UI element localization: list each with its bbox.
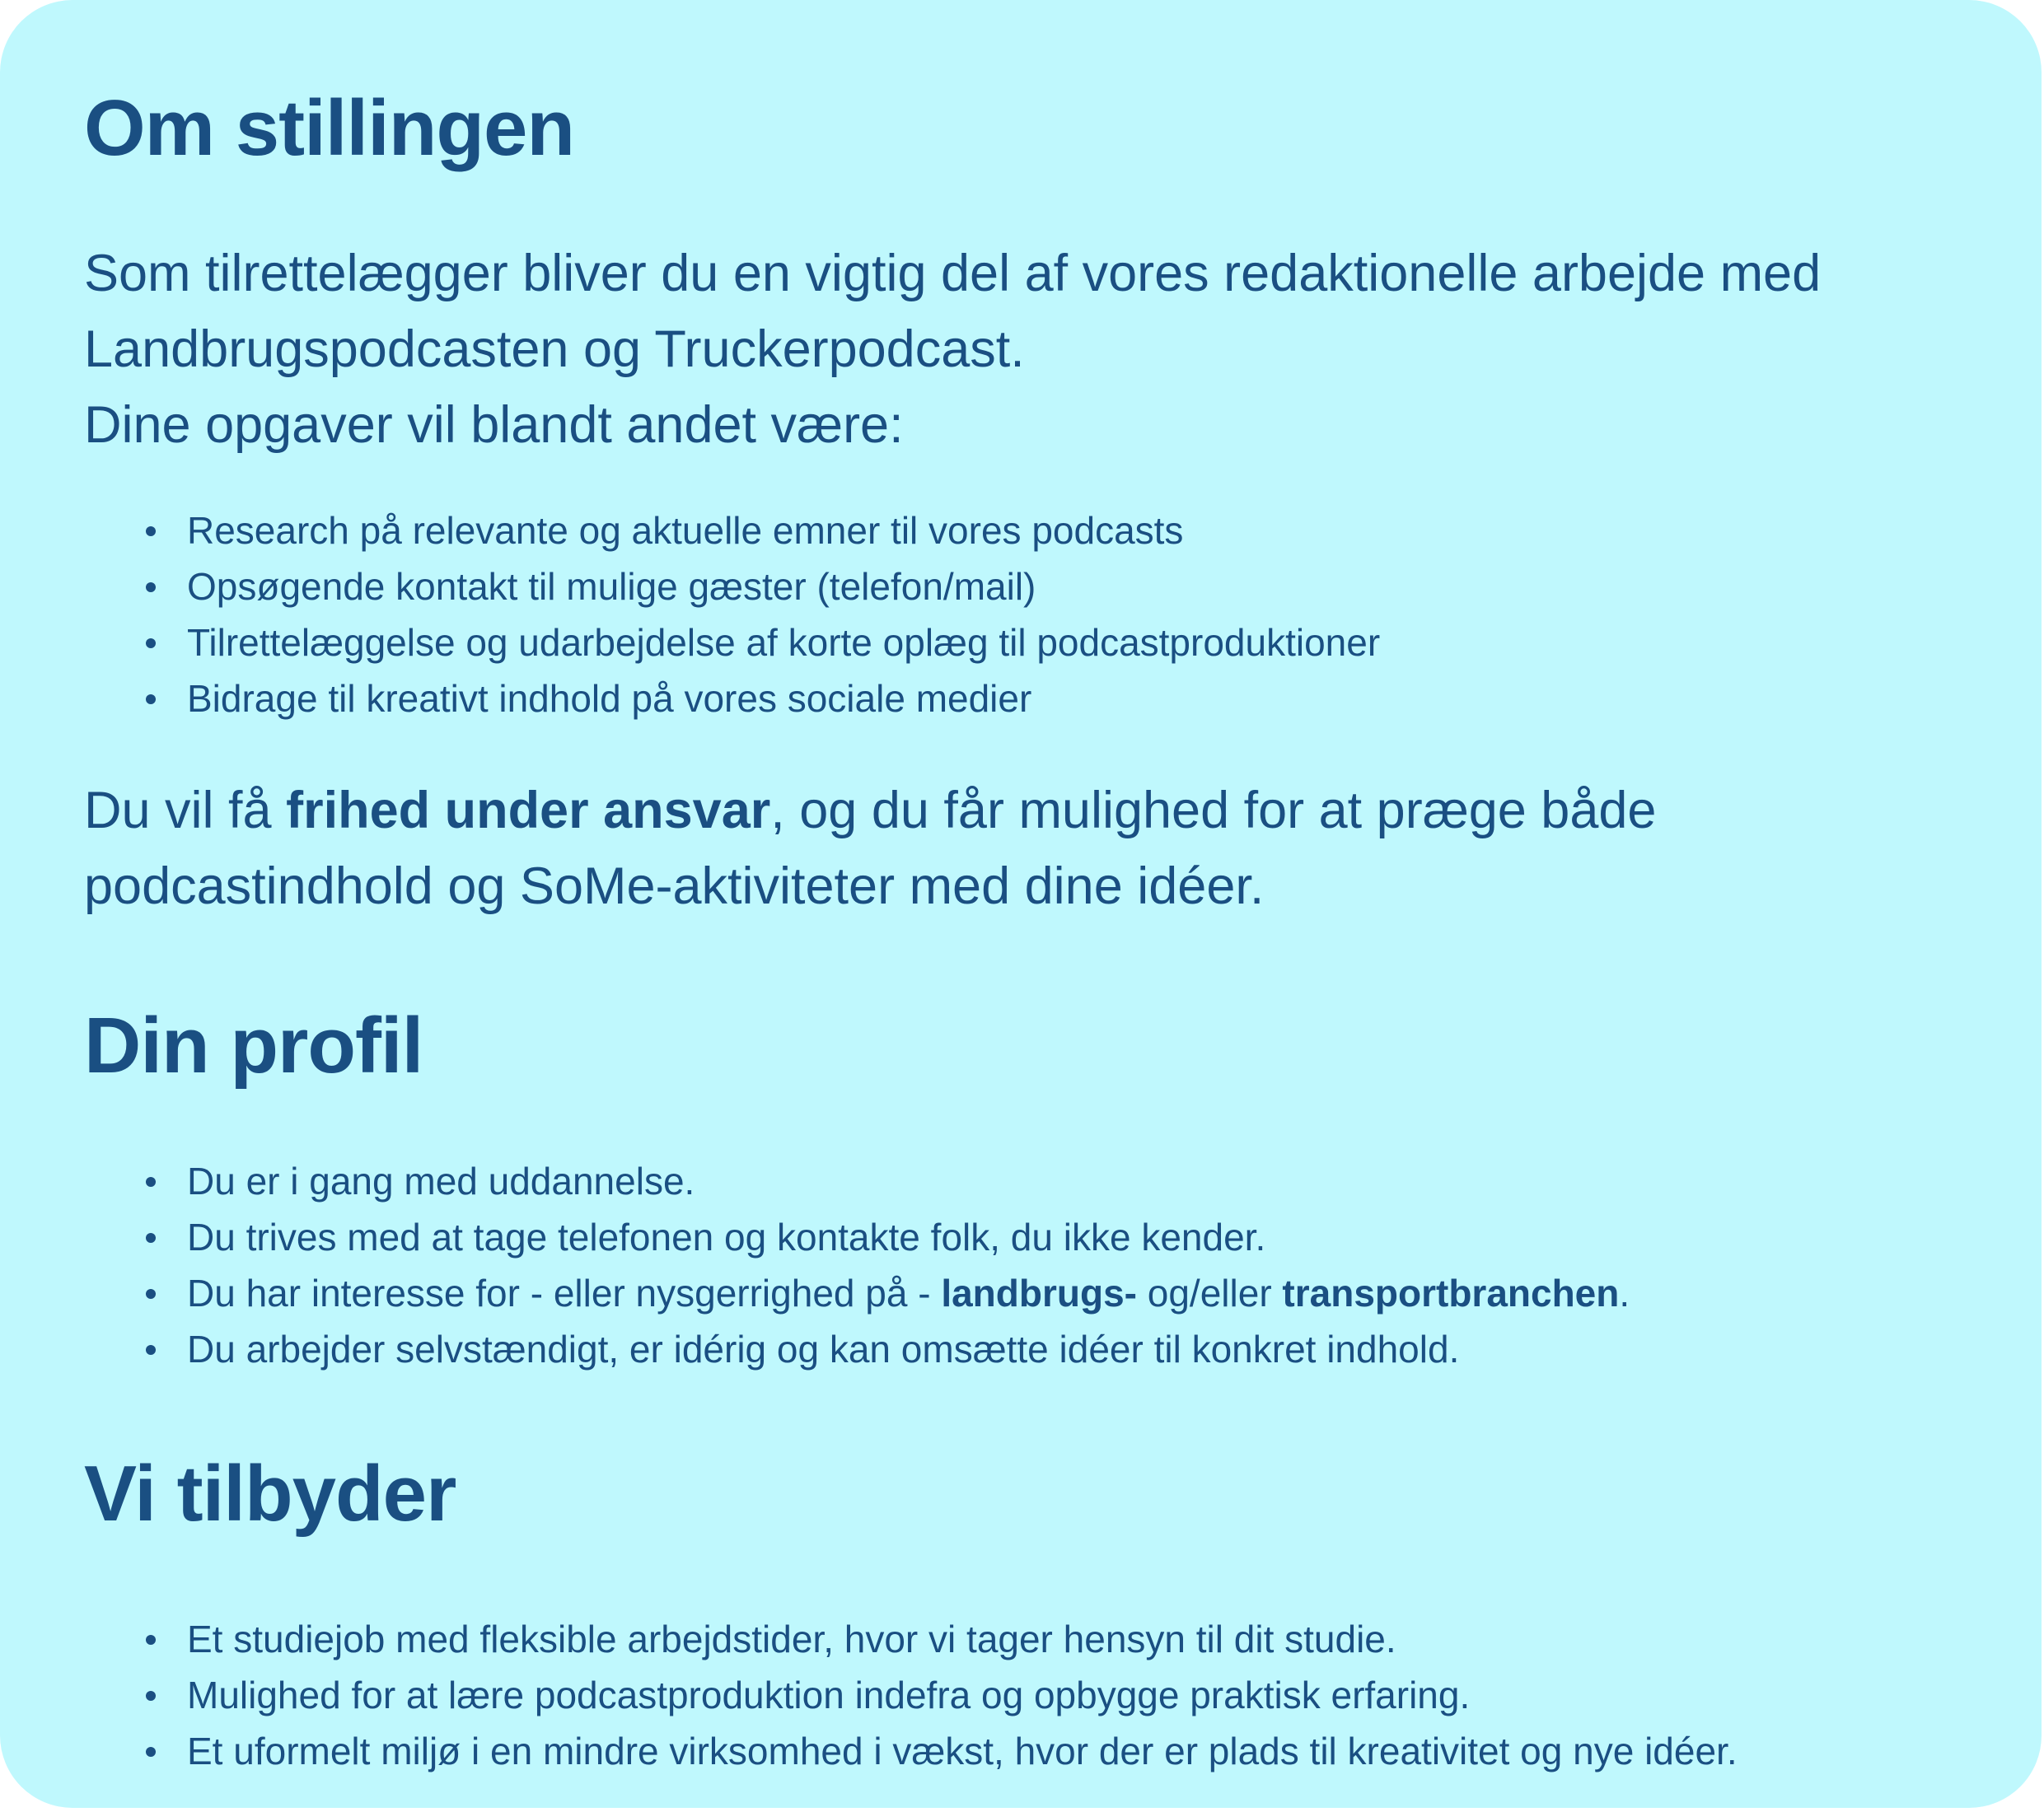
- list-item: Du trives med at tage telefonen og kontakte folk, du ikke kender.: [84, 1209, 2042, 1265]
- list-item-text: Du har interesse for - eller nysgerrighed på -: [187, 1272, 942, 1315]
- list-item: Du er i gang med uddannelse.: [84, 1153, 2042, 1209]
- emphasis-text: transportbranchen: [1282, 1272, 1620, 1315]
- intro-line: Landbrugspodcasten og Truckerpodcast.: [84, 320, 1025, 378]
- intro-line: Dine opgaver vil blandt andet være:: [84, 396, 904, 454]
- emphasis-text: landbrugs-: [941, 1272, 1137, 1315]
- paragraph-line: [84, 773, 2042, 848]
- list-item: Tilrettelæggelse og udarbejdelse af korte oplæg til podcastproduktioner: [84, 614, 2042, 670]
- section-title-vi-tilbyder: Vi tilbyder: [84, 1450, 456, 1538]
- responsibility-paragraph: [84, 726, 2042, 924]
- list-item: Bidrage til kreativt indhold på vores sociale medier: [84, 670, 2042, 726]
- profile-list: [84, 1086, 2042, 1377]
- offer-list: [84, 1534, 2042, 1779]
- intro-line: Som tilrettelægger bliver du en vigtig del af vores redaktionelle arbejde med: [84, 245, 1822, 302]
- list-item: Research på relevante og aktuelle emner til vores podcasts: [84, 502, 2042, 558]
- section-title-om-stillingen: Om stillingen: [84, 84, 575, 172]
- emphasis-text: frihed under ansvar: [286, 782, 771, 839]
- list-item: Opsøgende kontakt til mulige gæster (telefon/mail): [84, 558, 2042, 614]
- list-item: Et uformelt miljø i en mindre virksomhed i vækst, hvor der er plads til kreativitet og nye idéer.: [84, 1723, 2042, 1779]
- tasks-list: [84, 463, 2042, 726]
- list-item: Du arbejder selvstændigt, er idérig og kan omsætte idéer til konkret indhold.: [84, 1321, 2042, 1377]
- list-item: [84, 1265, 2042, 1321]
- paragraph-line: podcastindhold og SoMe-aktiviteter med dine idéer.: [84, 857, 1265, 915]
- section-title-din-profil: Din profil: [84, 1002, 423, 1090]
- list-item-text: .: [1619, 1272, 1630, 1315]
- paragraph-text: , og du får mulighed for at præge både: [770, 782, 1657, 839]
- list-item: Mulighed for at lære podcastproduktion indefra og opbygge praktisk erfaring.: [84, 1667, 2042, 1723]
- paragraph-text: Du vil få: [84, 782, 287, 839]
- intro-paragraph: [84, 168, 2042, 463]
- list-item: Et studiejob med fleksible arbejdstider, hvor vi tager hensyn til dit studie.: [84, 1611, 2042, 1667]
- list-item-text: og/eller: [1136, 1272, 1283, 1315]
